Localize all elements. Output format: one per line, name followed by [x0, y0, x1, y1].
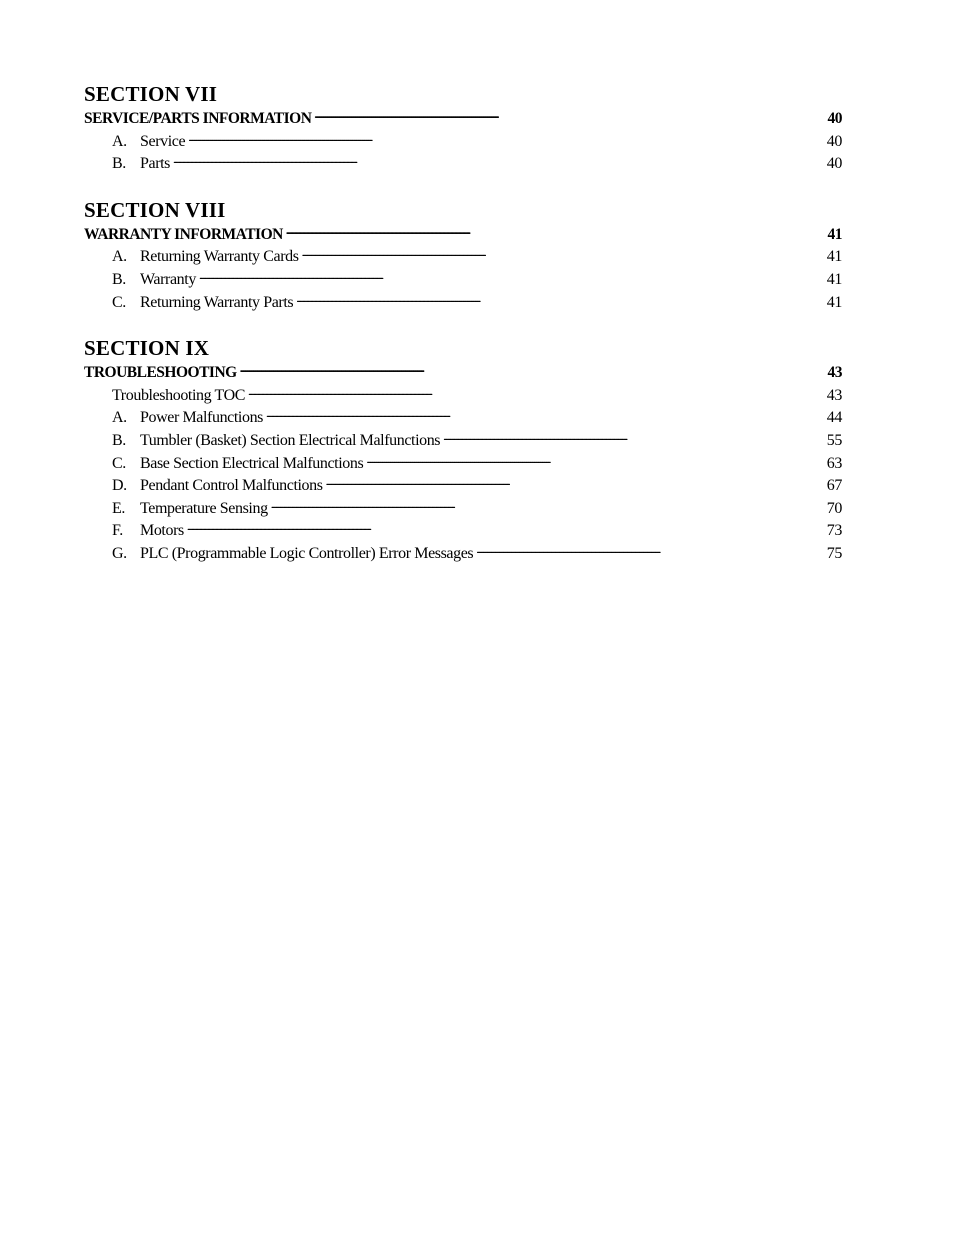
entry-label: Base Section Electrical Malfunctions	[140, 454, 364, 472]
entry-label: Service	[140, 132, 186, 150]
entry-label: PLC (Programmable Logic Controller) Error Messages	[140, 544, 474, 562]
dot-leader	[199, 270, 823, 284]
page-number: 70	[826, 499, 842, 517]
page-number: 73	[826, 522, 842, 540]
entry-letter: B.	[112, 431, 126, 449]
dot-leader	[314, 109, 823, 123]
page-number: 55	[826, 431, 842, 449]
dot-leader	[248, 386, 823, 400]
page-number: 43	[826, 386, 842, 404]
entry-letter: B.	[112, 270, 126, 288]
entry-label: Power Malfunctions	[140, 409, 264, 427]
toc-entry	[84, 520, 842, 543]
toc-entry	[84, 246, 842, 269]
page-number: 67	[826, 477, 842, 495]
section-title: SECTION VIII	[84, 197, 226, 222]
toc-entry	[84, 153, 842, 176]
section-heading-label: TROUBLESHOOTING	[84, 364, 237, 382]
toc-entry	[84, 475, 842, 498]
entry-label: Temperature Sensing	[140, 499, 268, 517]
toc-entry	[84, 269, 842, 292]
section-heading-row	[84, 108, 842, 131]
toc-entry	[84, 430, 842, 453]
entry-label: Warranty	[140, 270, 196, 288]
toc-entry-troubleshooting-toc	[84, 385, 842, 408]
section-title: SECTION IX	[84, 336, 210, 361]
page-number: 75	[826, 544, 842, 562]
dot-leader	[266, 408, 823, 422]
page-number: 43	[827, 364, 842, 382]
section-vii	[84, 80, 842, 176]
entry-label: Troubleshooting TOC	[112, 386, 246, 404]
section-heading-row	[84, 224, 842, 247]
dot-leader	[302, 247, 823, 261]
toc-entry	[84, 292, 842, 315]
page-number: 41	[826, 248, 842, 266]
entry-letter: A.	[112, 248, 127, 266]
toc-entry	[84, 543, 842, 566]
entry-letter: A.	[112, 409, 127, 427]
page-number: 44	[826, 409, 842, 427]
dot-leader	[173, 154, 823, 168]
entry-label: Pendant Control Malfunctions	[140, 477, 323, 495]
dot-leader	[286, 225, 824, 239]
page-number: 41	[826, 270, 842, 288]
dot-leader	[326, 476, 823, 490]
toc-entry	[84, 498, 842, 521]
entry-label: Parts	[140, 155, 171, 173]
dot-leader	[271, 499, 823, 513]
entry-letter: D.	[112, 477, 127, 495]
entry-label: Motors	[140, 522, 184, 540]
entry-label: Tumbler (Basket) Section Electrical Malfunctions	[140, 431, 441, 449]
toc-entry	[84, 453, 842, 476]
entry-letter: E.	[112, 499, 125, 517]
entry-letter: G.	[112, 544, 127, 562]
entry-letter: F.	[112, 522, 123, 540]
section-title: SECTION VII	[84, 82, 218, 106]
dot-leader	[476, 544, 823, 558]
section-heading-row	[84, 362, 842, 385]
page-number: 40	[826, 132, 842, 150]
section-heading-label: SERVICE/PARTS INFORMATION	[84, 110, 312, 127]
page-number: 63	[826, 454, 842, 472]
entry-letter: C.	[112, 293, 126, 311]
entry-letter: C.	[112, 454, 126, 472]
page-number: 41	[827, 225, 842, 243]
dot-leader	[366, 454, 822, 468]
section-viii	[84, 196, 842, 314]
toc-entry	[84, 407, 842, 430]
dot-leader	[443, 431, 823, 445]
entry-label: Returning Warranty Parts	[140, 293, 294, 311]
page-number: 40	[827, 110, 842, 127]
page-number: 41	[826, 293, 842, 311]
section-heading-label: WARRANTY INFORMATION	[84, 225, 283, 243]
entry-letter: B.	[112, 155, 126, 173]
page-number: 40	[826, 155, 842, 173]
entry-label: Returning Warranty Cards	[140, 248, 299, 266]
dot-leader	[240, 363, 824, 377]
entry-letter: A.	[112, 132, 127, 150]
dot-leader	[187, 521, 823, 535]
toc-entry	[84, 131, 842, 154]
section-ix	[84, 334, 842, 565]
dot-leader	[296, 293, 823, 307]
dot-leader	[188, 132, 823, 146]
table-of-contents	[84, 80, 842, 586]
